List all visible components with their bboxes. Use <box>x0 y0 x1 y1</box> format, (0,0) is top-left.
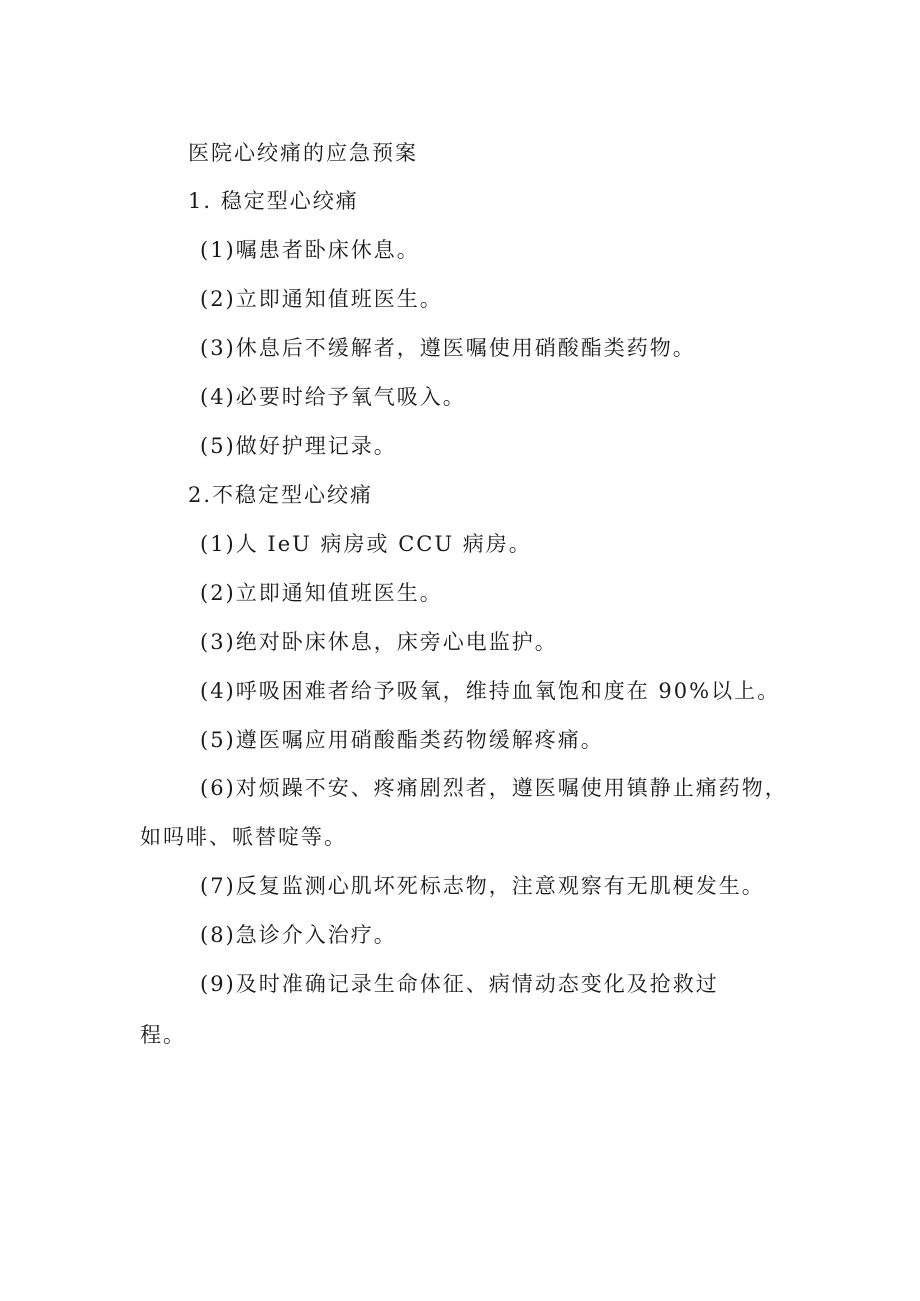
list-item: (7)反复监测心肌坏死标志物，注意观察有无肌梗发生。 <box>200 874 765 898</box>
list-item: (3)绝对卧床休息，床旁心电监护。 <box>200 630 558 654</box>
list-item: (6)对烦躁不安、疼痛剧烈者，遵医嘱使用镇静止痛药物， <box>200 776 788 800</box>
list-item: (5)遵医嘱应用硝酸酯类药物缓解疼痛。 <box>200 728 604 752</box>
list-item: (3)休息后不缓解者，遵医嘱使用硝酸酯类药物。 <box>200 336 696 360</box>
list-item: (5)做好护理记录。 <box>200 434 397 458</box>
list-item: (8)急诊介入治疗。 <box>200 923 397 947</box>
list-item: (9)及时准确记录生命体征、病情动态变化及抢救过 <box>200 972 719 996</box>
section-heading-unstable-angina: 2.不稳定型心绞痛 <box>188 483 374 507</box>
list-item-continuation: 程。 <box>140 1023 186 1047</box>
list-item: (4)呼吸困难者给予吸氧，维持血氧饱和度在 90%以上。 <box>200 679 781 703</box>
list-item: (1)嘱患者卧床休息。 <box>200 238 420 262</box>
list-item: (1)人 IeU 病房或 CCU 病房。 <box>200 532 532 556</box>
list-item: (4)必要时给予氧气吸入。 <box>200 385 466 409</box>
list-item-continuation: 如吗啡、哌替啶等。 <box>140 825 347 849</box>
document-title: 医院心绞痛的应急预案 <box>188 141 418 165</box>
list-item: (2)立即通知值班医生。 <box>200 287 443 311</box>
section-heading-stable-angina: 1. 稳定型心绞痛 <box>188 189 359 213</box>
list-item: (2)立即通知值班医生。 <box>200 581 443 605</box>
